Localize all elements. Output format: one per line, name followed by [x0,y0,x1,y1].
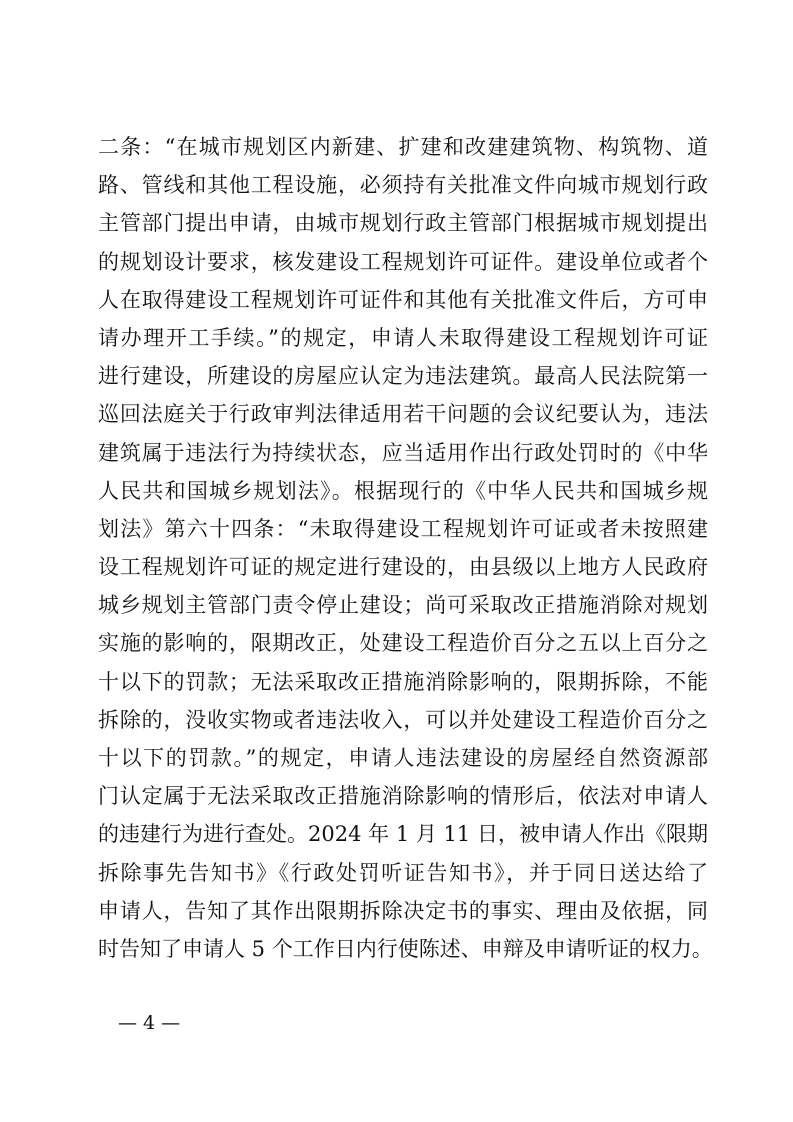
text-line: 时告知了申请人 5 个工作日内行使陈述、申辩及申请听证的权力。 [98,936,713,961]
text-line: 实施的影响的，限期改正，处建设工程造价百分之五以上百分之 [98,631,708,656]
text-line: 二条：“在城市规划区内新建、扩建和改建建筑物、构筑物、道 [98,135,708,159]
text-line: 申请人，告知了其作出限期拆除决定书的事实、理由及依据，同 [98,898,708,923]
text-line: 拆除的，没收实物或者违法收入，可以并处建设工程造价百分之 [98,707,708,732]
text-line: 门认定属于无法采取改正措施消除影响的情形后，依法对申请人 [98,784,708,809]
text-line: 巡回法庭关于行政审判法律适用若干问题的会议纪要认为，违法 [98,402,708,427]
text-line: 十以下的罚款。”的规定，申请人违法建设的房屋经自然资源部 [98,746,708,770]
text-line: 人在取得建设工程规划许可证件和其他有关批准文件后，方可申 [98,287,708,312]
text-line: 路、管线和其他工程设施，必须持有关批准文件向城市规划行政 [98,173,708,198]
text-line: 的规划设计要求，核发建设工程规划许可证件。建设单位或者个 [98,249,708,274]
text-line: 十以下的罚款；无法采取改正措施消除影响的，限期拆除，不能 [98,669,708,694]
text-line: 建筑属于违法行为持续状态，应当适用作出行政处罚时的《中华 [98,440,708,465]
body-text [98,128,713,968]
text-line: 主管部门提出申请，由城市规划行政主管部门根据城市规划提出 [98,211,708,236]
text-line: 拆除事先告知书》《行政处罚听证告知书》，并于同日送达给了 [98,860,708,885]
text-line: 的违建行为进行查处。2024 年 1 月 11 日，被申请人作出《限期 [98,822,708,847]
page-number: — 4 — [118,1012,181,1034]
text-line: 划法》第六十四条：“未取得建设工程规划许可证或者未按照建 [98,516,708,541]
text-line: 请办理开工手续。”的规定，申请人未取得建设工程规划许可证 [98,325,708,350]
text-line: 城乡规划主管部门责令停止建设；尚可采取改正措施消除对规划 [98,593,708,618]
text-line: 设工程规划许可证的规定进行建设的，由县级以上地方人民政府 [98,555,708,580]
text-line: 人民共和国城乡规划法》。根据现行的《中华人民共和国城乡规 [98,478,708,503]
text-line: 进行建设，所建设的房屋应认定为违法建筑。最高人民法院第一 [98,364,708,389]
